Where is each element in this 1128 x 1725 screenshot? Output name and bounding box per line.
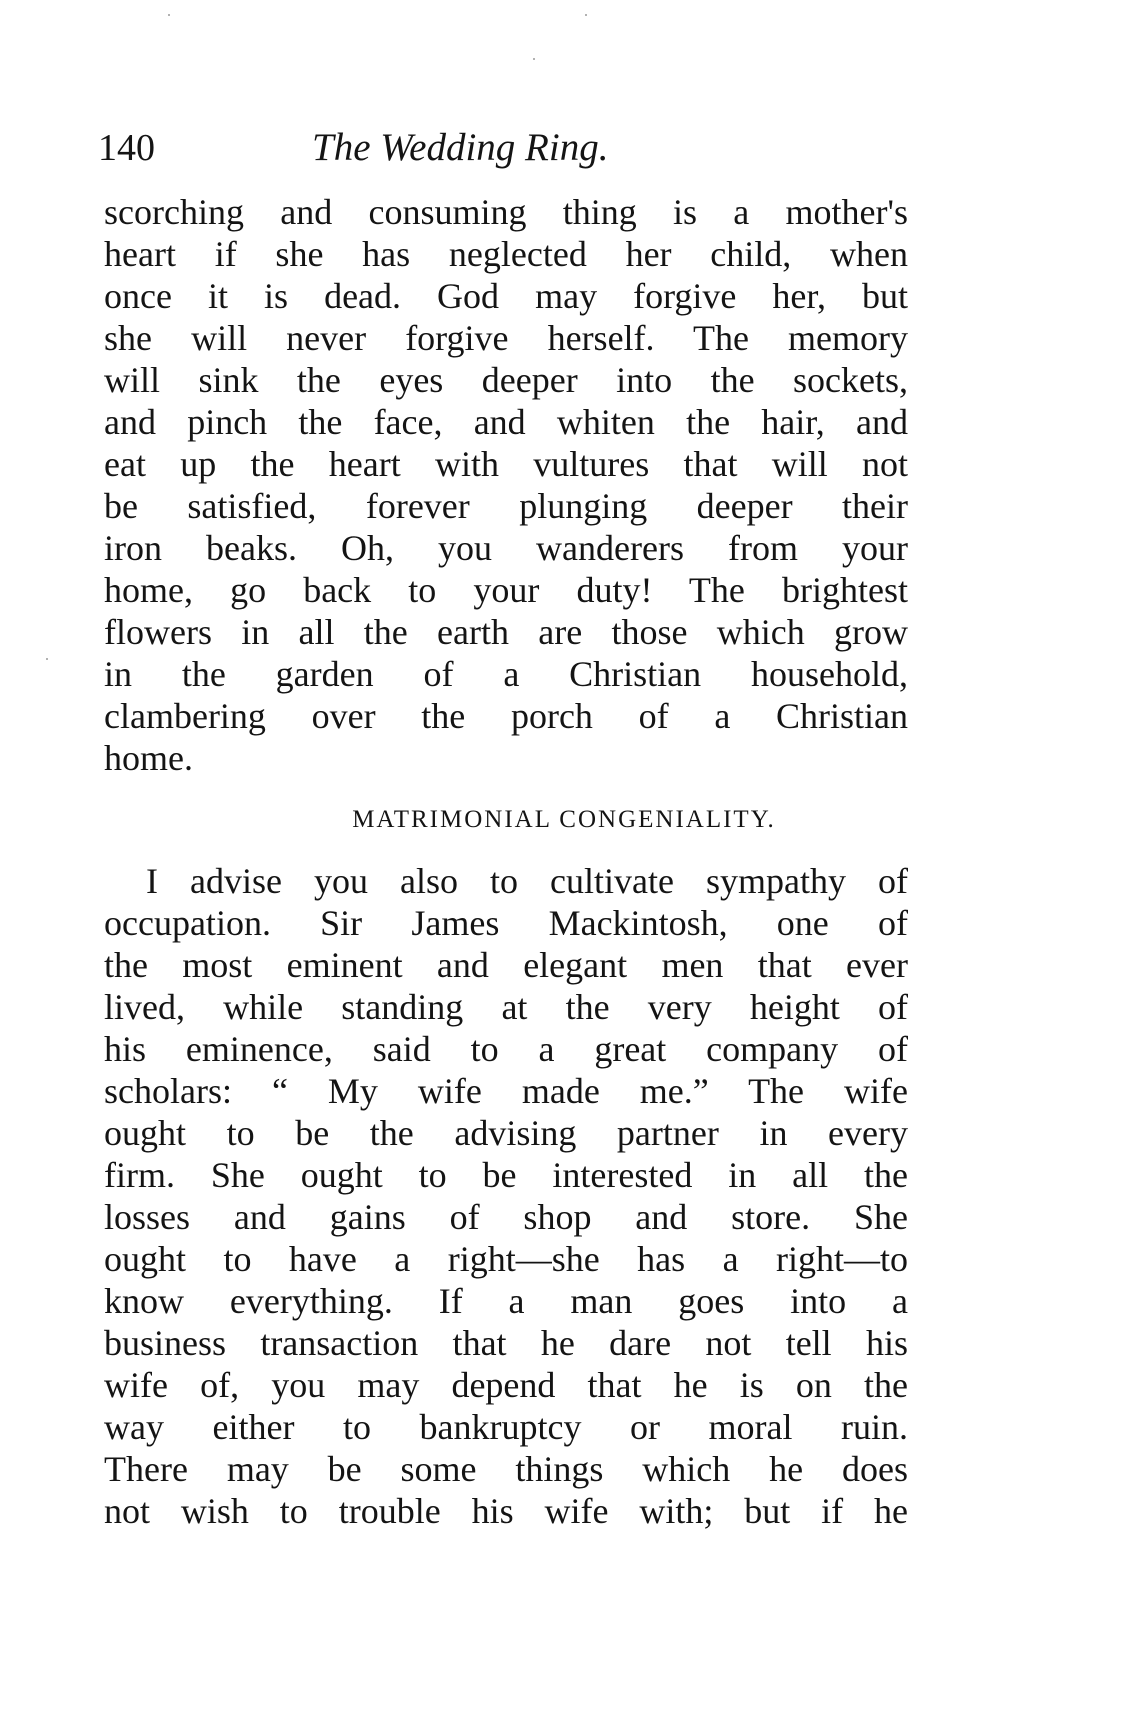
running-header	[98, 122, 718, 174]
text-line: business transaction that he dare not tell his	[104, 1323, 908, 1363]
running-title: The Wedding Ring.	[312, 126, 609, 169]
text-line: home, go back to your duty! The brightest	[104, 570, 908, 610]
text-line: in the garden of a Christian household,	[104, 654, 908, 694]
text-line: once it is dead. God may forgive her, but	[104, 276, 908, 316]
text-line: scorching and consuming thing is a mother's	[104, 192, 908, 232]
paper-speck	[533, 58, 535, 60]
section-heading: MATRIMONIAL CONGENIALITY.	[352, 806, 776, 833]
text-line: ought to be the advising partner in every	[104, 1113, 908, 1153]
text-line: and pinch the face, and whiten the hair, and	[104, 402, 908, 442]
paper-speck	[168, 14, 170, 16]
text-line: wife of, you may depend that he is on the	[104, 1365, 908, 1405]
text-line: iron beaks. Oh, you wanderers from your	[104, 528, 908, 568]
text-line: lived, while standing at the very height of	[104, 987, 908, 1027]
text-line: I advise you also to cultivate sympathy of	[146, 861, 908, 901]
text-line: his eminence, said to a great company of	[104, 1029, 908, 1069]
paper-speck	[585, 14, 587, 16]
text-line: ought to have a right—she has a right—to	[104, 1239, 908, 1279]
text-line: know everything. If a man goes into a	[104, 1281, 908, 1321]
text-line: There may be some things which he does	[104, 1449, 908, 1489]
paper-speck	[46, 658, 48, 660]
text-line: heart if she has neglected her child, when	[104, 234, 908, 274]
text-line: occupation. Sir James Mackintosh, one of	[104, 903, 908, 943]
text-line: way either to bankruptcy or moral ruin.	[104, 1407, 908, 1447]
text-line: home.	[104, 738, 193, 778]
text-line: she will never forgive herself. The memory	[104, 318, 908, 358]
text-line: firm. She ought to be interested in all the	[104, 1155, 908, 1195]
text-line: clambering over the porch of a Christian	[104, 696, 908, 736]
page-number: 140	[98, 127, 155, 169]
text-line: not wish to trouble his wife with; but if he	[104, 1491, 908, 1531]
text-line: losses and gains of shop and store. She	[104, 1197, 908, 1237]
text-line: flowers in all the earth are those which grow	[104, 612, 908, 652]
text-line: eat up the heart with vultures that will not	[104, 444, 908, 484]
text-line: will sink the eyes deeper into the sockets,	[104, 360, 908, 400]
text-line: the most eminent and elegant men that ever	[104, 945, 908, 985]
text-line: scholars: “ My wife made me.” The wife	[104, 1071, 908, 1111]
text-line: be satisfied, forever plunging deeper their	[104, 486, 908, 526]
